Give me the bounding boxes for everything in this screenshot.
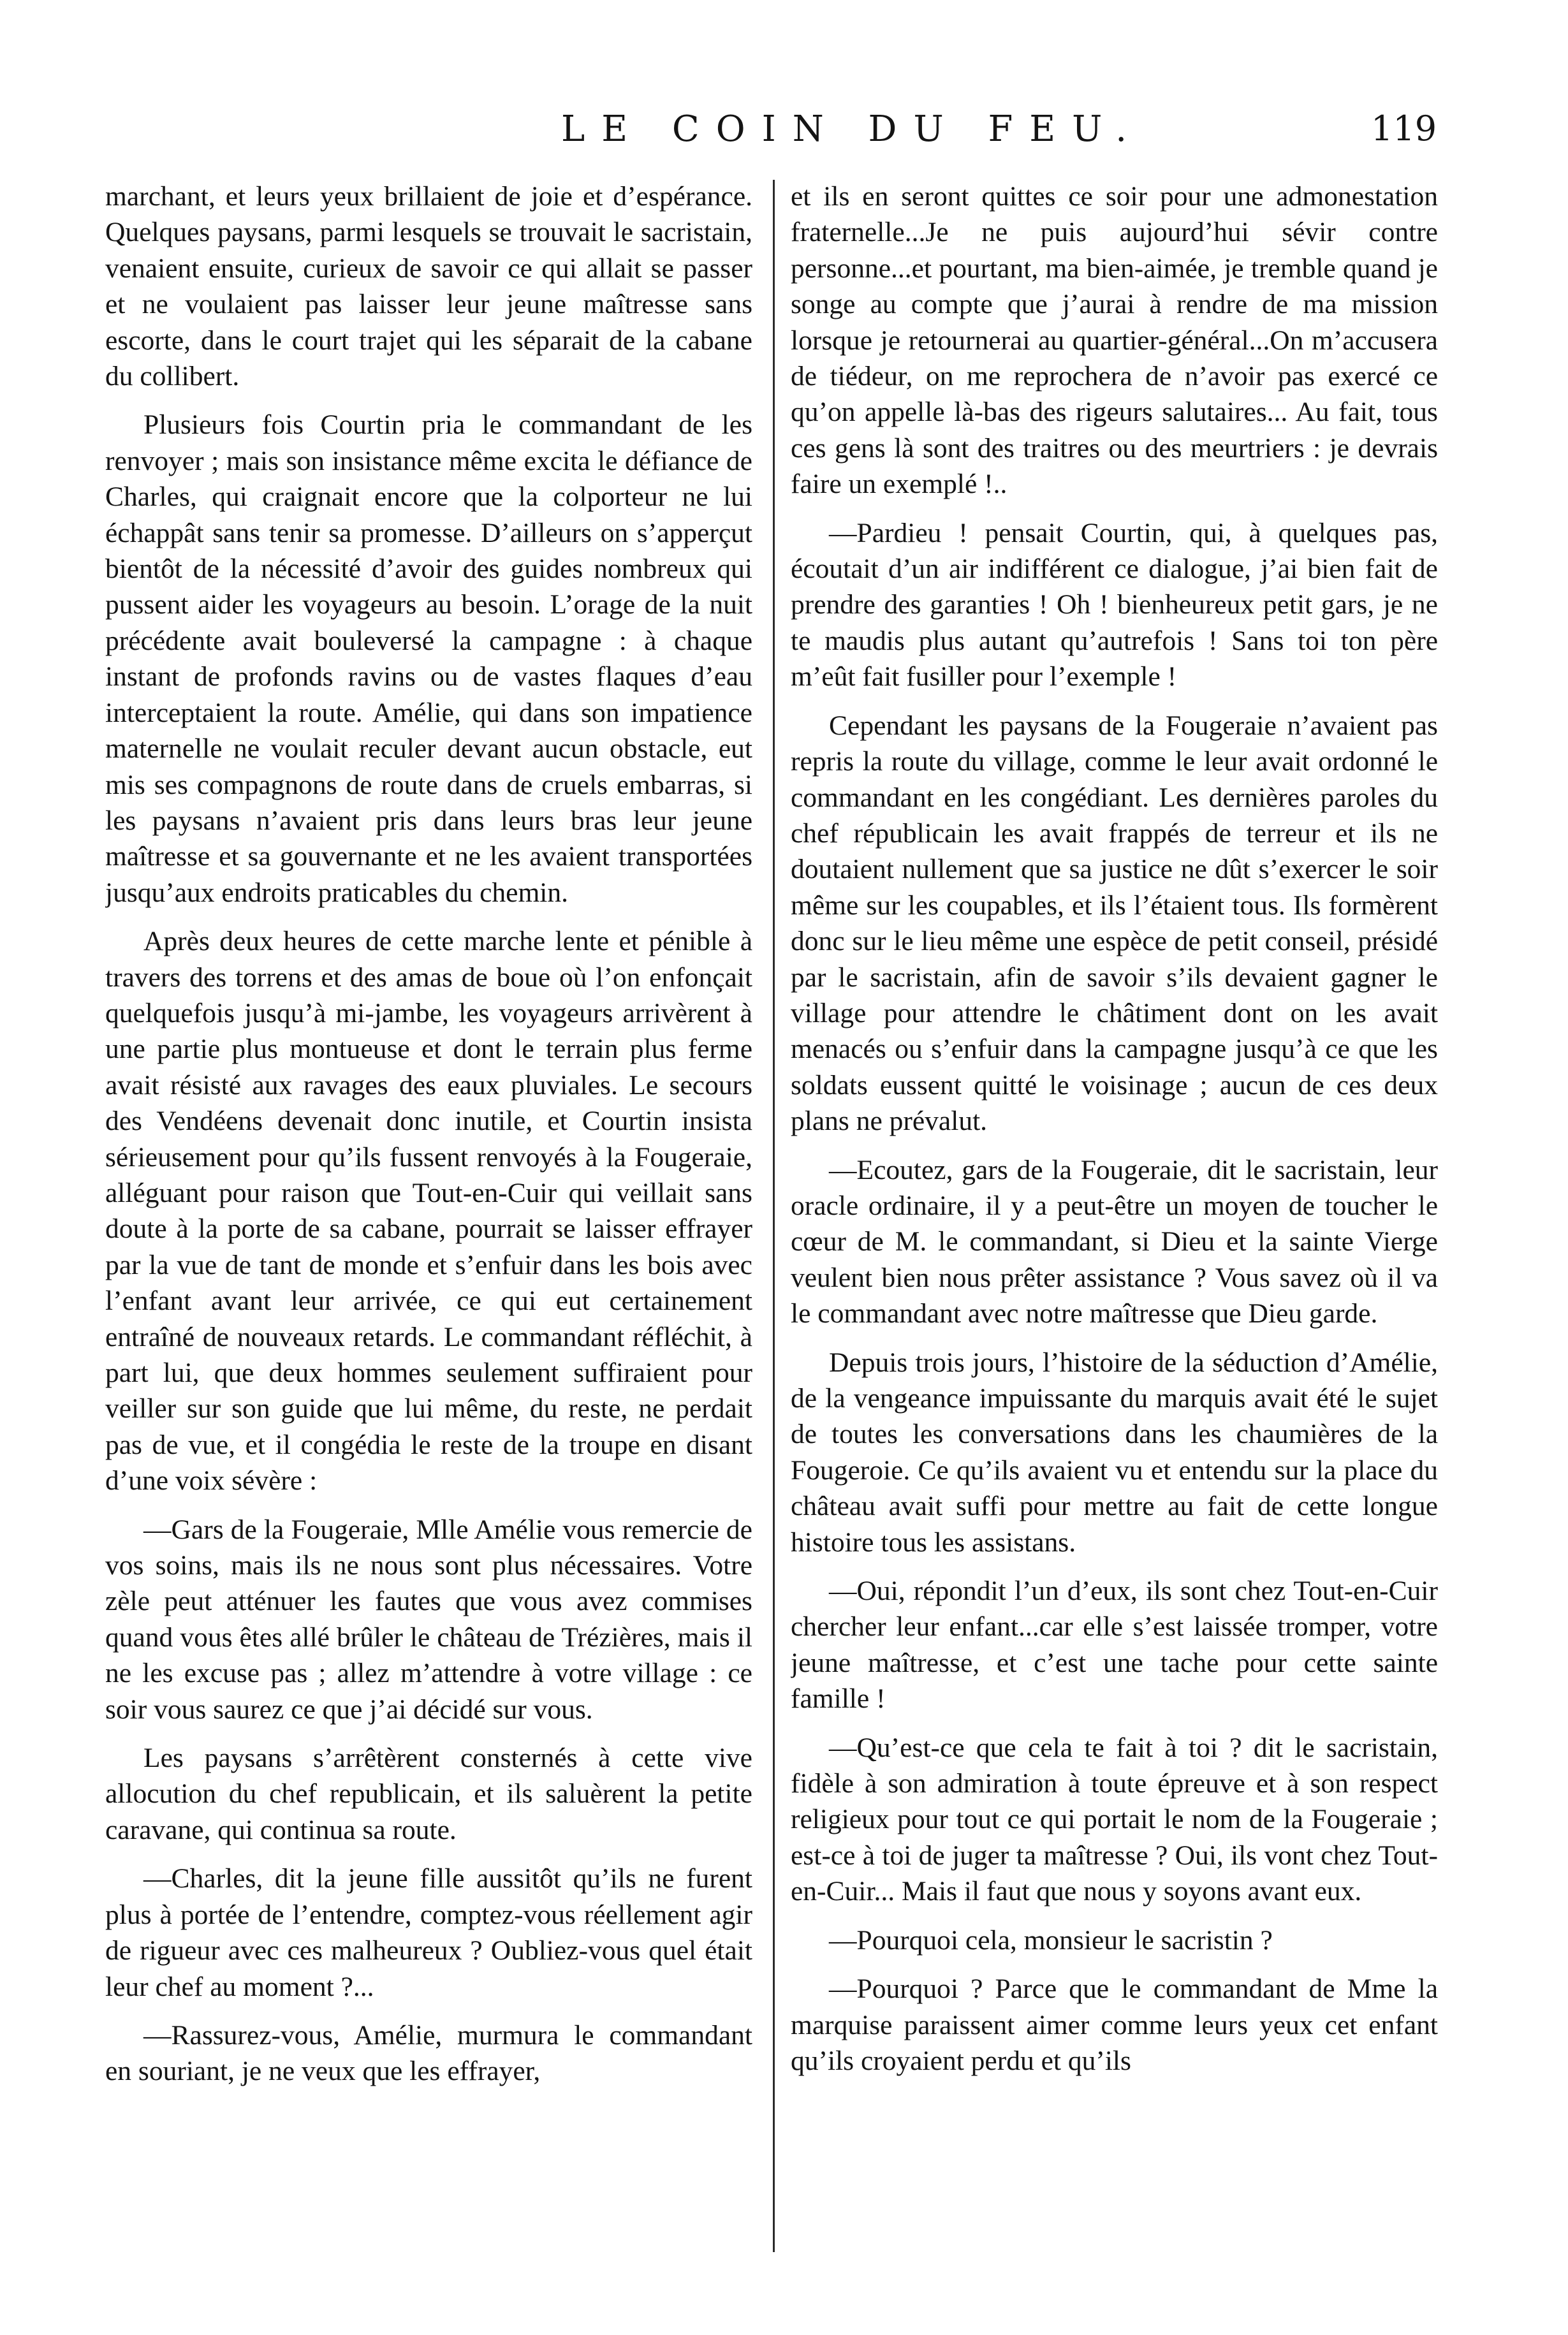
paragraph: —Oui, répondit l’un d’eux, ils sont chez Tout-en-Cuir chercher leur enfant...car elle s’est laissée tromper, votre jeune maîtresse, et c’est une tache pour cette sainte famille !: [791, 1576, 1438, 1715]
paragraph: Depuis trois jours, l’histoire de la séduction d’Amélie, de la vengeance impuissante du marquis avait été le sujet de toutes les conversations dans les chaumières de la Fougeroie. Ce qu’ils avaient vu et entendu sur la place du château avait suffi pour mettre au fait de cette longue histoire tous les assistans.: [791, 1347, 1438, 1558]
paragraph: —Charles, dit la jeune fille aussitôt qu’ils ne furent plus à portée de l’entendre, comptez-vous réellement agir de rigueur avec ces malheureux ? Oubliez-vous quel était leur chef au moment ?...: [105, 1863, 752, 2002]
paragraph: Cependant les paysans de la Fougeraie n’avaient pas repris la route du village, comme le leur avait ordonné le commandant en les congédiant. Les dernières paroles du chef républicain les avait frappés de terreur et ils ne doutaient nullement que sa justice ne dût s’exercer le soir même sur les coupables, et ils l’étaient tous. Ils formèrent donc sur le lieu même une espèce de petit conseil, présidé par le sacristain, afin de savoir s’ils devaient gagner le village pour attendre le châtiment dont on les avait menacés ou s’enfuir dans la campagne jusqu’à ce que les soldats eussent quitté le voisinage ; aucun de ces deux plans ne prévalut.: [791, 710, 1438, 1137]
page-number: 119: [1371, 108, 1437, 149]
paragraph: —Gars de la Fougeraie, Mlle Amélie vous remercie de vos soins, mais ils ne nous sont plus nécessaires. Votre zèle peut atténuer les fautes que vous avez commises quand vous êtes allé brûler le château de Trézières, mais il ne les excuse pas ; allez m’attendre à votre village : ce soir vous saurez ce que j’ai décidé sur vous.: [105, 1514, 752, 1725]
paragraph: marchant, et leurs yeux brillaient de joie et d’espérance. Quelques paysans, parmi lesquels se trouvait le sacristain, venaient ensuite, curieux de savoir ce qui allait se passer et ne voulaient pas laisser leur jeune maîtresse sans escorte, dans le court trajet qui les séparait de la cabane du collibert.: [105, 181, 752, 392]
paragraph: Les paysans s’arrêtèrent consternés à cette vive allocution du chef republicain, et ils saluèrent la petite caravane, qui continua sa route.: [105, 1743, 752, 1845]
paragraph: —Pardieu ! pensait Courtin, qui, à quelques pas, écoutait d’un air indifférent ce dialogue, j’ai bien fait de prendre des garanties ! Oh ! bienheureux petit gars, je ne te maudis plus autant qu’autrefois ! Sans toi ton père m’eût fait fusiller pour l’exemple !: [791, 517, 1438, 692]
running-title: LE COIN DU FEU.: [561, 108, 1144, 150]
paragraph: —Qu’est-ce que cela te fait à toi ? dit le sacristain, fidèle à son admiration à toute épreuve et à son respect religieux pour tout ce qui portait le nom de la Fougeraie ; est-ce à toi de juger ta maîtresse ? Oui, ils vont chez Tout-en-Cuir... Mais il faut que nous y soyons avant eux.: [791, 1732, 1438, 1907]
paragraph: —Pourquoi ? Parce que le commandant de Mme la marquise paraissent aimer comme leurs yeux cet enfant qu’ils croyaient perdu et qu’ils: [791, 1973, 1438, 2076]
paragraph: Après deux heures de cette marche lente et pénible à travers des torrens et des amas de boue où l’on enfonçait quelquefois jusqu’à mi-jambe, les voyageurs arrivèrent à une partie plus montueuse et dont le terrain plus ferme avait résisté aux ravages des eaux pluviales. Le secours des Vendéens devenait donc inutile, et Courtin insista sérieusement pour qu’ils fussent renvoyés à la Fougeraie, alléguant pour raison que Tout-en-Cuir qui veillait sans doute à la porte de sa cabane, pourrait se laisser effrayer par la vue de tant de monde et s’enfuir dans les bois avec l’enfant avant leur arrivée, ce qui eut certainement entraîné de nouveaux retards. Le commandant réfléchit, à part lui, que deux hommes seulement suffiraient pour veiller sur son guide que lui même, du reste, ne perdait pas de vue, et il congédia le reste de la troupe en disant d’une voix sévère :: [105, 926, 752, 1497]
right-column: [791, 179, 1438, 2283]
paragraph: et ils en seront quittes ce soir pour une admonestation fraternelle...Je ne puis aujourd’hui sévir contre personne...et pourtant, ma bien-aimée, je tremble quand je songe au compte que j’aurai à rendre de ma mission lorsque je retournerai au quartier-général...On m’accusera de tiédeur, on me reprochera de n’avoir pas exercé ce qu’on appelle là-bas des rigeurs salutaires... Au fait, tous ces gens là sont des traitres ou des meurtriers : je devrais faire un exemplé !..: [791, 181, 1438, 500]
paragraph: —Pourquoi cela, monsieur le sacristin ?: [829, 1924, 1273, 1956]
paragraph: —Ecoutez, gars de la Fougeraie, dit le sacristain, leur oracle ordinaire, il y a peut-être un moyen de toucher le cœur de M. le commandant, si Dieu et la sainte Vierge veulent bien nous prêter assistance ? Vous savez où il va le commandant avec notre maîtresse que Dieu garde.: [791, 1154, 1438, 1329]
column-divider: [773, 180, 775, 2252]
paragraph: Plusieurs fois Courtin pria le commandant de les renvoyer ; mais son insistance même excita le défiance de Charles, qui craignait encore que la colporteur ne lui échappât sans tenir sa promesse. D’ailleurs on s’apperçut bientôt de la nécessité d’avoir des guides nombreux qui pussent aider les voyageurs au besoin. L’orage de la nuit précédente avait bouleversé la campagne : à chaque instant de profonds ravins ou de vastes flaques d’eau interceptaient la route. Amélie, qui dans son impatience maternelle ne voulait reculer devant aucun obstacle, eut mis ses compagnons de route dans de cruels embarras, si les paysans n’avaient pris dans leurs bras leur jeune maîtresse et sa gouvernante et ne les avaient transportées jusqu’aux endroits praticables du chemin.: [105, 409, 752, 908]
paragraph: —Rassurez-vous, Amélie, murmura le commandant en souriant, je ne veux que les effrayer,: [105, 2019, 752, 2087]
running-head: [0, 108, 1568, 159]
left-column: [105, 179, 752, 2283]
